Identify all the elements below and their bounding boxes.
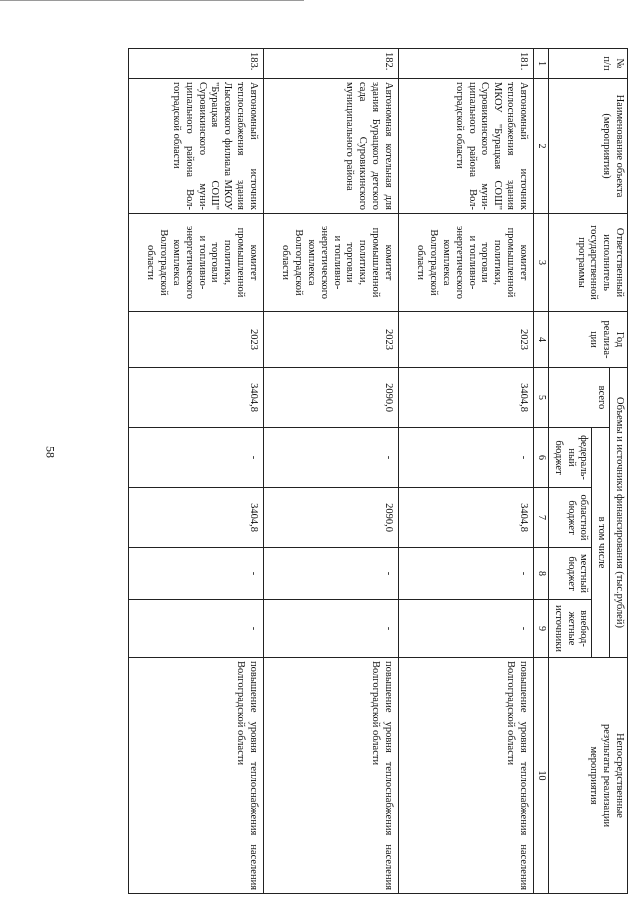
row-number: 182.: [263, 49, 398, 79]
column-number: 1: [533, 49, 548, 79]
header-federal: федераль- ный бюджет: [549, 428, 592, 488]
result-description: повышение уровня теплоснабжения населения Волгоградской области: [263, 658, 398, 894]
table-row: [128, 49, 263, 894]
header-regional: областной бюджет: [549, 488, 592, 548]
header-year: Год реализа- ции: [549, 312, 628, 368]
column-number: 4: [533, 312, 548, 368]
total-amount: 2090,0: [263, 368, 398, 428]
column-number: 6: [533, 428, 548, 488]
regional-budget: 3404,8: [128, 488, 263, 548]
header-results: Непосредственные результаты реализации мероприятия: [549, 658, 628, 894]
implementation-year: 2023: [263, 312, 398, 368]
responsible-executor: комитет промышленной политики, торговли и топливно- энергетического комплекса Волгоградской области: [398, 214, 533, 312]
result-description: повышение уровня теплоснабжения населения Волгоградской области: [398, 658, 533, 894]
local-budget: -: [128, 548, 263, 600]
table-row: [398, 49, 533, 894]
column-number: 7: [533, 488, 548, 548]
federal-budget: -: [263, 428, 398, 488]
header-executor: Ответственный исполнитель государственной программы: [549, 214, 628, 312]
header-local: местный бюджет: [549, 548, 592, 600]
page-number: 58: [43, 446, 58, 458]
total-amount: 3404,8: [128, 368, 263, 428]
extra-budget: -: [128, 600, 263, 658]
header-name: Наименование объекта (мероприятия): [549, 79, 628, 214]
responsible-executor: комитет промышленной политики, торговли и топливно- энергетического комплекса Волгоградской области: [128, 214, 263, 312]
regional-budget: 2090,0: [263, 488, 398, 548]
row-number: 183.: [128, 49, 263, 79]
top-rule: [0, 0, 304, 1]
extra-budget: -: [263, 600, 398, 658]
responsible-executor: комитет промышленной политики, торговли и топливно- энергетического комплекса Волгоградской области: [263, 214, 398, 312]
table-row: [263, 49, 398, 894]
header-num: № п/п: [549, 49, 628, 79]
funding-table: [128, 48, 628, 894]
extra-budget: -: [398, 600, 533, 658]
column-number: 10: [533, 658, 548, 894]
implementation-year: 2023: [398, 312, 533, 368]
implementation-year: 2023: [128, 312, 263, 368]
column-number: 5: [533, 368, 548, 428]
column-number: 9: [533, 600, 548, 658]
column-number: 3: [533, 214, 548, 312]
result-description: повышение уровня теплоснабжения населения Волгоградской области: [128, 658, 263, 894]
column-number: 8: [533, 548, 548, 600]
federal-budget: -: [128, 428, 263, 488]
header-incl: в том числе: [592, 428, 610, 658]
federal-budget: -: [398, 428, 533, 488]
object-name: Автономная котельная для здания Бурацкого детского сада Суровикинского муниципального района: [263, 79, 398, 214]
regional-budget: 3404,8: [398, 488, 533, 548]
rotated-table-container: [88, 48, 628, 893]
row-number: 181.: [398, 49, 533, 79]
header-funding-group: Объемы и источники финансирования (тыс.рублей): [610, 368, 628, 658]
total-amount: 3404,8: [398, 368, 533, 428]
header-total: всего: [549, 368, 610, 428]
header-extra: внебюд- жетные источники: [549, 600, 592, 658]
local-budget: -: [398, 548, 533, 600]
column-number: 2: [533, 79, 548, 214]
local-budget: -: [263, 548, 398, 600]
object-name: Автономный источник теплоснабжения здания МКОУ "Бурацкая СОШ" Суровикинского муниципального района Волгоградской области: [398, 79, 533, 214]
object-name: Автономный источник теплоснабжения здания Лысовского филиала МКОУ "Бурацкая СОШ" Суровикинского муниципального района Волгоградской области: [128, 79, 263, 214]
